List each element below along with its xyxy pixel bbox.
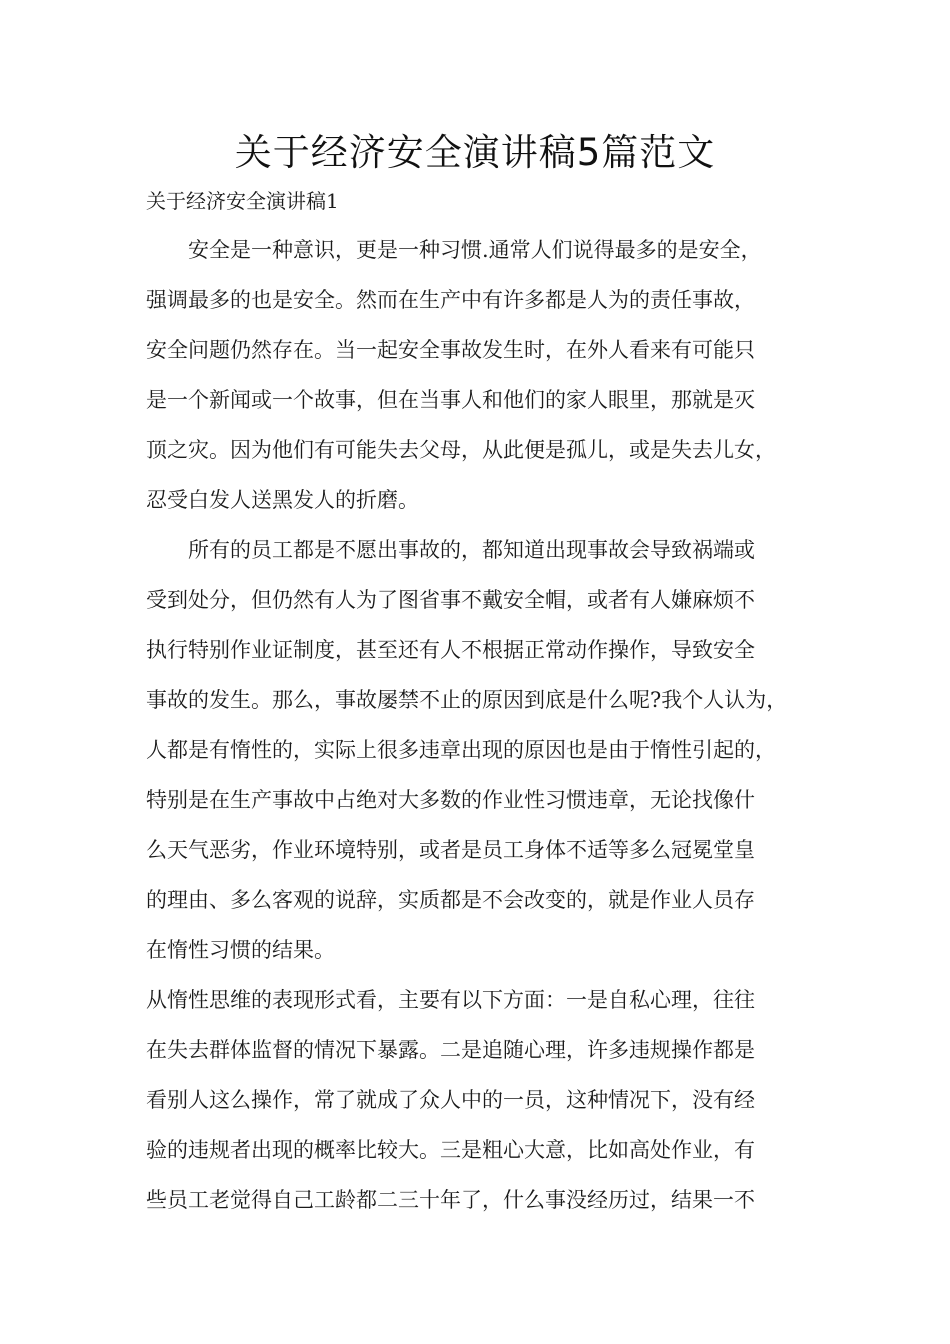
text-line: 执行特别作业证制度，甚至还有人不根据正常动作操作，导致安全 xyxy=(146,638,755,662)
text-line: 忍受白发人送黑发人的折磨。 xyxy=(146,488,419,512)
text-line: 么天气恶劣，作业环境特别，或者是员工身体不适等多么冠冕堂皇 xyxy=(146,838,755,862)
text-line: 人都是有惰性的，实际上很多违章出现的原因也是由于惰性引起的， xyxy=(146,738,776,762)
text-line: 所有的员工都是不愿出事故的，都知道出现事故会导致祸端或 xyxy=(146,538,755,562)
text-line: 受到处分，但仍然有人为了图省事不戴安全帽，或者有人嫌麻烦不 xyxy=(146,588,755,612)
text-line: 强调最多的也是安全。然而在生产中有许多都是人为的责任事故， xyxy=(146,288,755,312)
text-line: 在失去群体监督的情况下暴露。二是追随心理，许多违规操作都是 xyxy=(146,1038,755,1062)
text-line: 些员工老觉得自己工龄都二三十年了，什么事没经历过，结果一不 xyxy=(146,1188,755,1212)
text-line: 验的违规者出现的概率比较大。三是粗心大意，比如高处作业，有 xyxy=(146,1138,755,1162)
text-line: 安全问题仍然存在。当一起安全事故发生时，在外人看来有可能只 xyxy=(146,338,755,362)
section-heading: 关于经济安全演讲稿1 xyxy=(146,189,339,213)
text-line: 事故的发生。那么，事故屡禁不止的原因到底是什么呢?我个人认为， xyxy=(146,688,788,712)
text-line: 是一个新闻或一个故事，但在当事人和他们的家人眼里，那就是灭 xyxy=(146,388,755,412)
text-line: 安全是一种意识，更是一种习惯.通常人们说得最多的是安全， xyxy=(146,238,762,262)
text-line: 看别人这么操作，常了就成了众人中的一员，这种情况下，没有经 xyxy=(146,1088,755,1112)
text-line: 在惰性习惯的结果。 xyxy=(146,938,335,962)
text-line: 从惰性思维的表现形式看，主要有以下方面：一是自私心理，往往 xyxy=(146,988,755,1012)
text-line: 顶之灾。因为他们有可能失去父母，从此便是孤儿，或是失去儿女， xyxy=(146,438,776,462)
text-line: 的理由、多么客观的说辞，实质都是不会改变的，就是作业人员存 xyxy=(146,888,755,912)
document-title: 关于经济安全演讲稿5篇范文 xyxy=(234,131,716,174)
text-line: 特别是在生产事故中占绝对大多数的作业性习惯违章，无论找像什 xyxy=(146,788,755,812)
